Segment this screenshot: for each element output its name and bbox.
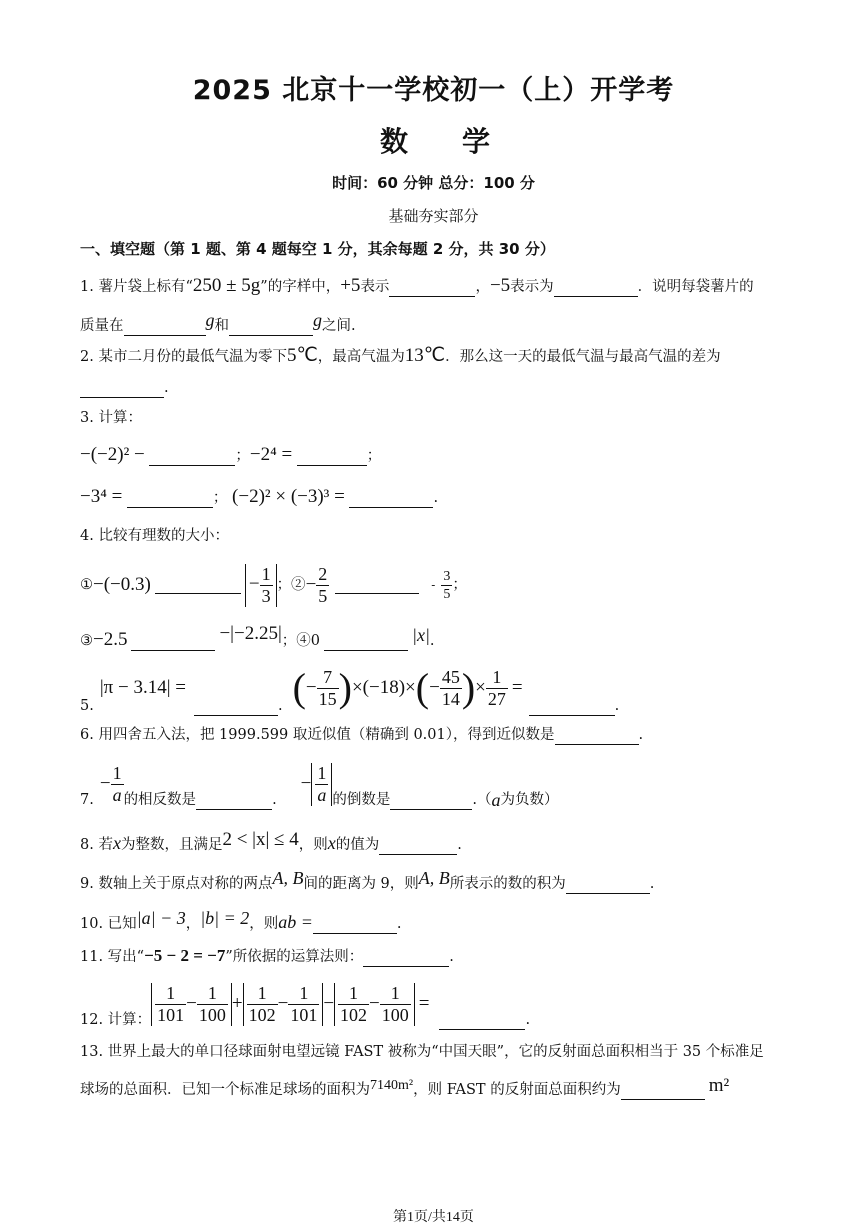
q4-abs-frac [245,564,277,607]
question-4-line1 [80,560,467,610]
q12-f1d: 101 [157,1004,185,1025]
q1-text-h: 和 [214,318,229,334]
answer-blank[interactable] [127,490,213,508]
q4-c2-rhs-den: 5 [443,586,451,602]
q11-end: . [449,949,454,965]
q1-unit-g2: g [313,310,322,330]
q3-expr4: (−2)² × (−3)³ = [232,486,345,507]
answer-blank[interactable] [124,318,206,336]
q12-f6n: 1 [390,982,400,1003]
q3-end: . [433,490,439,506]
q4-circle1: ① [80,577,93,593]
answer-blank[interactable] [555,727,639,745]
q4-c1-num: 1 [261,563,271,584]
answer-blank[interactable] [155,576,241,594]
q4-circle3: ③ [80,633,93,649]
q1-minus5: −5 [489,275,511,296]
q12-f5n: 1 [349,982,359,1003]
q4-c1-expr: −(−0.3) [93,574,151,595]
q5-d2: 14 [441,688,460,709]
q9-end: . [649,876,655,892]
question-11 [80,946,454,967]
answer-blank[interactable] [363,949,449,967]
q9-text-a: 9. 数轴上关于原点对称的两点 [80,876,273,892]
q12-f6d: 100 [381,1004,409,1025]
q5-mid1: ×(−18)× [351,677,416,698]
exam-title: 2025 北京十一学校初一（上）开学考 [192,75,675,106]
question-4-line2 [80,624,435,651]
q11-text-b: ”所依据的运算法则： [225,949,364,965]
question-2-line1 [80,346,721,367]
answer-blank[interactable] [149,448,235,466]
q4-c1-den: 3 [261,585,271,606]
answer-blank[interactable] [131,633,215,651]
q8-text-b: 为整数，且满足 [120,837,223,853]
q12-f4d: 101 [290,1004,318,1025]
q3-label: 3. 计算： [80,410,142,426]
answer-blank[interactable] [335,576,419,594]
q8-end: . [457,837,462,853]
q12-minus-c: − [369,993,380,1014]
q10-expr3: ab = [278,912,313,932]
answer-blank[interactable] [229,318,313,336]
q3-sep1: ； [235,448,250,464]
q6-end: . [638,727,644,743]
q12-eq: = [418,993,430,1014]
answer-blank[interactable] [566,876,650,894]
q12-label: 12. 计算： [80,1012,152,1028]
q7-sep: . [272,792,277,808]
q2-text-b: ，最高气温为 [317,349,405,365]
q8-x2: x [327,833,336,853]
q4-c2-rhs-minus: - [431,578,436,592]
q7-minus1: − [99,773,111,794]
q11-expr: −5 − 2 = −7 [144,946,226,965]
q9-text-c: 所表示的数的积为 [449,876,566,892]
q1-text-c: 表示 [360,279,390,295]
q7-n2: 1 [317,762,327,783]
q12-f2d: 100 [198,1004,226,1025]
answer-blank[interactable] [80,380,164,398]
q5-d3: 27 [487,688,506,709]
q10-expr1: |a| − 3 [136,908,186,928]
q5-n3: 1 [492,666,502,687]
q12-plus: + [231,993,243,1014]
q12-f3n: 1 [257,982,267,1003]
question-3-line1 [80,445,381,466]
q4-c3-expr: −2.5 [93,629,128,650]
answer-blank[interactable] [439,1012,525,1030]
q4-c1-minus: − [248,573,260,594]
q1-unit-g1: g [205,310,215,330]
question-5: 5. |π − 3.14| = . ( − $\frac{7}{15}$ ) ×(−18)× ( − $\frac{45}{14}$ ) × $\frac{1}{27}$ = . [80,665,620,714]
q12-minus-a: − [186,993,197,1014]
q3-expr3: −3⁴ = [80,486,123,507]
q7-d2: a [317,784,327,805]
q2-text-c: ．那么这一天的最低气温与最高气温的差为 [445,349,721,365]
q11-text-a: 11. 写出“ [80,949,145,965]
q1-expr: 250 ± 5g [192,275,261,296]
answer-blank[interactable] [324,633,408,651]
answer-blank[interactable] [389,279,475,297]
question-1-line2 [80,310,356,336]
q7-text4: 为负数） [500,792,559,808]
q1-text-b: ”的字样中， [260,279,341,295]
q5-expr1: |π − 3.14| = [99,677,186,698]
answer-blank[interactable] [554,279,638,297]
q12-minus-b: − [277,993,289,1014]
question-9 [80,868,654,894]
q13-area: 7140m² [370,1078,414,1093]
q7-label: 7. [80,792,94,808]
q1-text-i: 之间. [322,318,356,334]
answer-blank[interactable] [390,792,472,810]
q5-n1: 7 [323,666,333,687]
q9-points1: A, B [272,868,304,888]
question-3-line2 [80,487,438,508]
q12-f5d: 102 [340,1004,368,1025]
question-7 [80,758,559,810]
q9-points2: A, B [418,868,450,888]
question-1-line1: 1. 薯片袋上标有“250 ± 5g”的字样中，+5表示 ，−5表示为 ．说明每袋薯片的 [80,275,754,296]
q4-c2-end: ； [452,577,467,593]
q10-expr2: |b| = 2 [200,908,250,928]
question-2-line2 [80,378,169,398]
q3-expr2: −2⁴ = [249,444,293,465]
time-info: 时间：60 分钟 总分：100 分 [332,174,535,192]
q12-f4n: 1 [299,982,309,1003]
question-6 [80,725,643,745]
q12-f3d: 102 [248,1004,276,1025]
q3-sep2: ； [366,448,382,464]
q4-sep4: ；④0 [281,633,320,649]
q8-x1: x [112,833,121,853]
q2-temp-high: 13℃ [404,345,446,366]
q13-unit: m² [708,1075,730,1096]
q10-text-a: 10. 已知 [80,916,137,932]
question-12 [80,978,530,1030]
q10-end: . [396,916,402,932]
q4-label: 4. 比较有理数的大小： [80,528,229,544]
q5-end: . [614,698,620,714]
q4-c2-rhs-num: 3 [443,568,451,584]
question-8 [80,830,462,855]
q4-c2-num: 2 [318,563,328,584]
q2-temp-low: 5℃ [286,345,318,366]
q4-c2-den: 5 [318,585,328,606]
q10-text-b: ， [185,916,201,932]
answer-blank[interactable] [297,448,367,466]
question-13-line1: 13. 世界上最大的单口径球面射电望远镜 FAST 被称为“中国天眼”，它的反射面总面积相当于 35 个标准足 [80,1044,764,1060]
q7-var-a: a [491,790,501,810]
q1-text-f: 质量在 [80,318,124,334]
q5-n2: 45 [441,666,460,687]
q1-plus5: +5 [340,275,361,296]
section-title: 基础夯实部分 [388,207,479,225]
q4-c2-minus: − [305,574,317,595]
q7-d1: a [112,784,122,805]
q5-mid2: × [475,677,486,698]
q3-sep3: ； [212,490,228,506]
q8-text-c: ，则 [298,837,328,853]
answer-blank[interactable] [379,837,457,855]
q8-inequality: 2 < |x| ≤ 4 [222,829,299,850]
q3-expr1: −(−2)² − [80,444,145,465]
page-number: 第1页/共14页 [393,1210,474,1225]
q2-text-a: 2. 某市二月份的最低气温为零下 [80,349,287,365]
q12-end: . [525,1012,531,1028]
q7-n1: 1 [112,762,122,783]
q6-text: 6. 用四舍五入法，把 1999.599 取近似值（精确到 0.01），得到近似数是 [80,727,555,743]
q13-text-c: ，则 FAST 的反射面总面积约为 [413,1082,621,1098]
q12-f1n: 1 [166,982,176,1003]
q1-text-d: 表示为 [510,279,554,295]
q12-minus: − [323,993,335,1014]
q7-minus2: − [300,773,312,794]
q5-d1: 15 [318,688,337,709]
q7-text3: .（ [472,792,492,808]
q4-end: . [429,633,435,649]
q4-sep2: ；② [276,577,306,593]
q7-text1: 的相反数是 [123,792,197,808]
q8-text-a: 8. 若 [80,837,113,853]
q13-text-b: 球场的总面积．已知一个标准足球场的面积为 [80,1082,370,1098]
subject-title: 数学 [380,125,545,158]
q9-text-b: 间的距离为 9，则 [303,876,419,892]
q5-eq: = [511,677,523,698]
q5-label: 5. [80,698,94,714]
q4-c4-rhs: |x| [412,625,430,645]
q1-text-a: 1. 薯片袋上标有“ [80,279,193,295]
q4-c3-rhs: −|−2.25| [219,623,282,644]
q5-sep: . [277,698,283,714]
question-13-line2 [80,1076,729,1100]
answer-blank[interactable] [621,1082,705,1100]
answer-blank[interactable] [196,792,272,810]
question-10 [80,908,402,934]
q7-text2: 的倒数是 [332,792,391,808]
q12-f2n: 1 [207,982,217,1003]
answer-blank[interactable] [313,916,397,934]
q1-text-e: ．说明每袋薯片的 [637,279,754,295]
q10-text-c: ，则 [249,916,279,932]
q8-text-d: 的值为 [335,837,380,853]
part1-heading: 一、填空题（第 1 题、第 4 题每空 1 分，其余每题 2 分，共 30 分） [80,240,555,258]
q2-end: . [164,380,169,396]
answer-blank[interactable] [529,698,615,716]
answer-blank[interactable] [349,490,433,508]
answer-blank[interactable] [194,698,278,716]
